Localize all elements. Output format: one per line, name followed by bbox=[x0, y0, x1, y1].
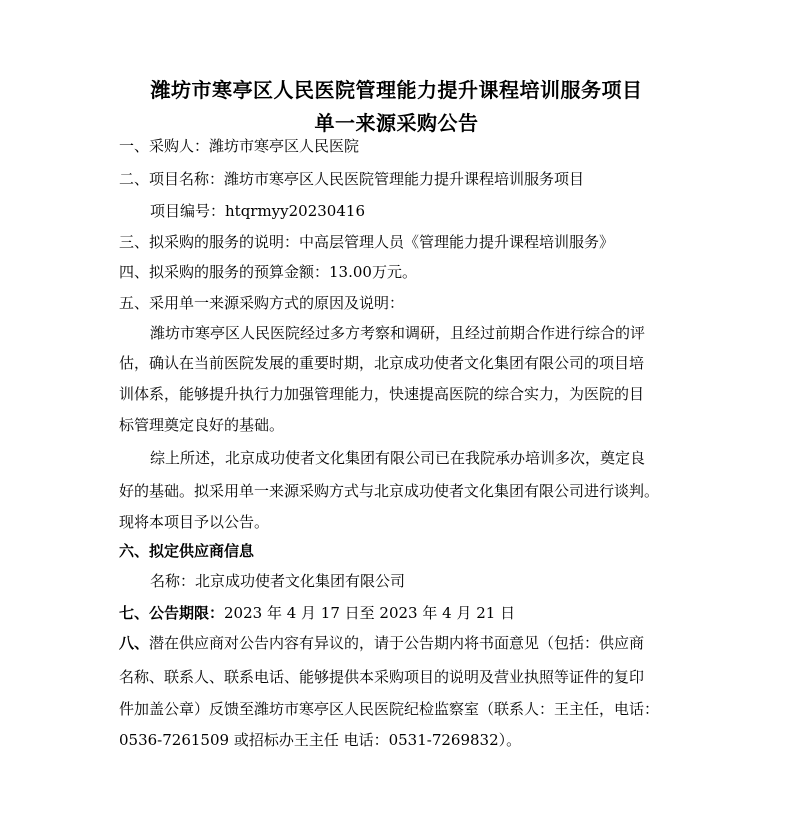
reason-paragraph-2-line: 好的基础。拟采用单一来源采购方式与北京成功使者文化集团有限公司进行谈判。 bbox=[119, 482, 660, 500]
project-name-line: 二、项目名称：潍坊市寒亭区人民医院管理能力提升课程培训服务项目 bbox=[119, 170, 585, 188]
reason-paragraph-1-line: 潍坊市寒亭区人民医院经过多方考察和调研，且经过前期合作进行综合的评 bbox=[150, 324, 646, 342]
supplier-heading: 六、拟定供应商信息 bbox=[119, 542, 255, 560]
reason-paragraph-2-line: 综上所述，北京成功使者文化集团有限公司已在我院承办培训多次，奠定良 bbox=[150, 449, 646, 467]
purchaser-line: 一、采购人：潍坊市寒亭区人民医院 bbox=[119, 137, 360, 155]
period-line bbox=[119, 598, 699, 628]
budget-line: 四、拟采购的服务的预算金额：13.00万元。 bbox=[119, 263, 417, 281]
reason-paragraph-1-line: 标管理奠定良好的基础。 bbox=[119, 416, 285, 434]
reason-paragraph-2-line: 现将本项目予以公告。 bbox=[119, 513, 270, 531]
objection-text: 潜在供应商对公告内容有异议的，请于公告期内将书面意见（包括：供应商 bbox=[149, 634, 645, 652]
service-description-line: 三、拟采购的服务的说明：中高层管理人员《管理能力提升课程培训服务》 bbox=[119, 233, 615, 251]
reason-paragraph-1-line: 估，确认在当前医院发展的重要时期，北京成功使者文化集团有限公司的项目培 bbox=[119, 354, 645, 372]
title-line-1: 潍坊市寒亭区人民医院管理能力提升课程培训服务项目 bbox=[150, 78, 643, 102]
period-value: 2023 年 4 月 17 日至 2023 年 4 月 21 日 bbox=[224, 604, 516, 622]
supplier-name-line: 名称：北京成功使者文化集团有限公司 bbox=[150, 572, 406, 590]
objection-line bbox=[119, 628, 699, 658]
objection-line: 0536-7261509 或招标办王主任 电话：0531-7269832）。 bbox=[119, 731, 522, 749]
reason-heading: 五、采用单一来源采购方式的原因及说明： bbox=[119, 294, 405, 312]
objection-line: 名称、联系人、联系电话、能够提供本采购项目的说明及营业执照等证件的复印 bbox=[119, 668, 645, 686]
objection-label: 八、 bbox=[119, 634, 150, 652]
title-line-2: 单一来源采购公告 bbox=[314, 111, 479, 135]
objection-line: 件加盖公章）反馈至潍坊市寒亭区人民医院纪检监察室（联系人：王主任，电话： bbox=[119, 700, 660, 718]
reason-paragraph-1-line: 训体系，能够提升执行力加强管理能力，快速提高医院的综合实力，为医院的目 bbox=[119, 385, 645, 403]
period-label: 七、公告期限： bbox=[119, 604, 225, 622]
project-number-line: 项目编号：htqrmyy20230416 bbox=[150, 202, 365, 220]
